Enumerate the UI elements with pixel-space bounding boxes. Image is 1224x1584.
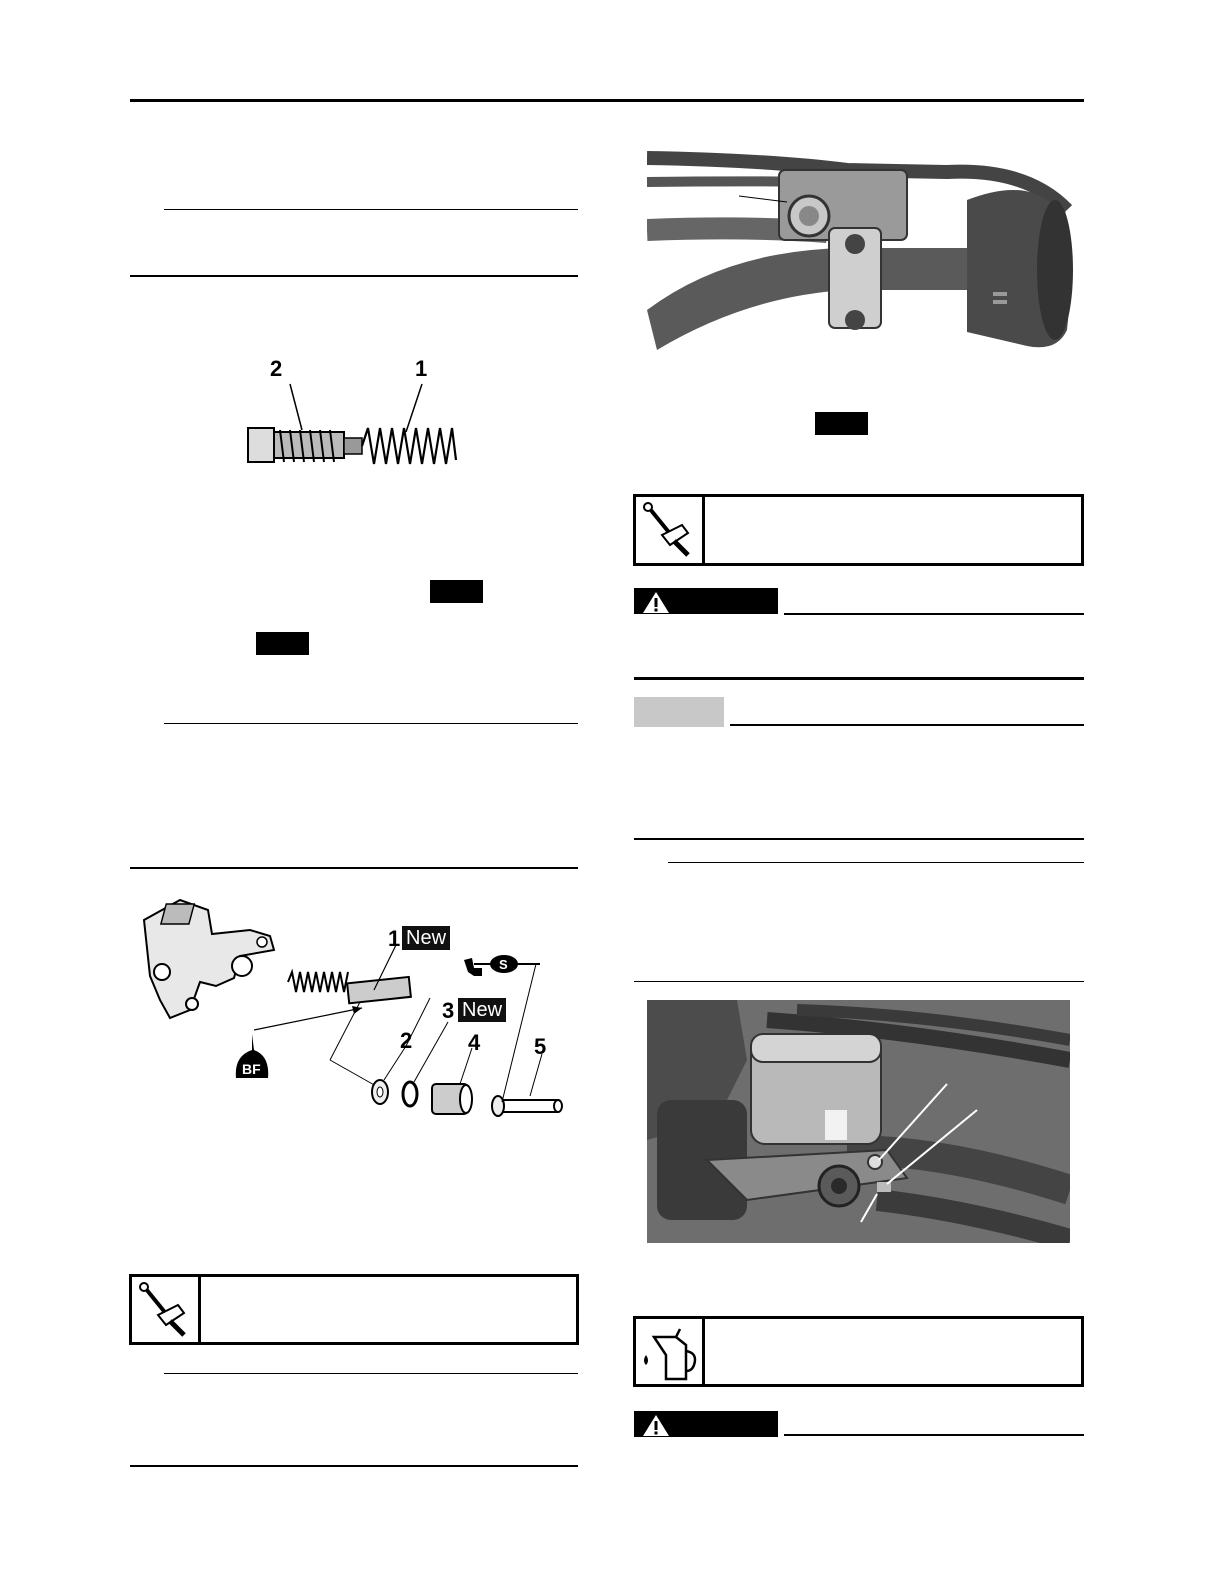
section-rule-3 [130,1465,578,1467]
warning-triangle-icon [642,590,672,616]
new-badge-1: New [402,926,450,950]
callout-2: 2 [270,356,283,381]
brake-fluid-jug-icon [636,1319,702,1384]
callout-ev-3: 3 [442,998,455,1023]
master-cylinder-exploded-view [130,890,578,1130]
s-icon-text: S [499,957,508,972]
piston-spring-drawing [240,350,470,470]
warning-rule-2 [784,1434,1084,1436]
callout-ev-2: 2 [400,1028,413,1053]
header-rule [130,99,1084,102]
note-rule-4 [668,862,1084,863]
warning-triangle-icon [642,1413,672,1439]
notice-rule [730,724,1084,726]
section-rule [130,275,578,277]
torque-spec-box-left [129,1274,579,1345]
warning-end-rule [634,677,1084,680]
callout-ev-1: 1 [388,926,401,951]
section-rule-4 [634,981,1084,982]
torque-icon-cell [132,1277,201,1342]
note-rule-3 [164,1373,578,1374]
new-tag-1 [430,580,483,603]
torque-wrench-icon [636,497,702,563]
bf-icon-text: BF [242,1061,261,1077]
new-tag-3 [815,412,868,435]
note-rule [164,209,578,210]
warning-banner-2 [634,1411,778,1437]
notice-end-rule [634,838,1084,840]
handlebar-master-cylinder-photo [647,140,1080,360]
notice-banner [634,697,724,727]
brake-hose-union-photo [647,1000,1070,1243]
callout-ev-4: 4 [468,1030,481,1055]
new-badge-3: New [458,998,506,1022]
handlebar-photo-drawing [647,140,1080,360]
torque-wrench-icon [132,1277,198,1342]
warning-banner [634,588,778,614]
callout-1: 1 [415,356,428,381]
note-rule-2 [164,723,578,724]
brake-hose-photo-drawing [647,1000,1070,1243]
recommended-fluid-box [633,1316,1084,1387]
torque-spec-box-right [633,494,1084,566]
fluid-icon-cell [636,1319,705,1384]
callout-ev-5: 5 [534,1034,547,1059]
new-tag-2 [256,632,309,655]
section-rule-2 [130,867,578,869]
warning-rule [784,613,1084,615]
piston-spring-figure [240,350,470,470]
master-cylinder-drawing [130,890,578,1130]
torque-icon-cell-right [636,497,705,563]
